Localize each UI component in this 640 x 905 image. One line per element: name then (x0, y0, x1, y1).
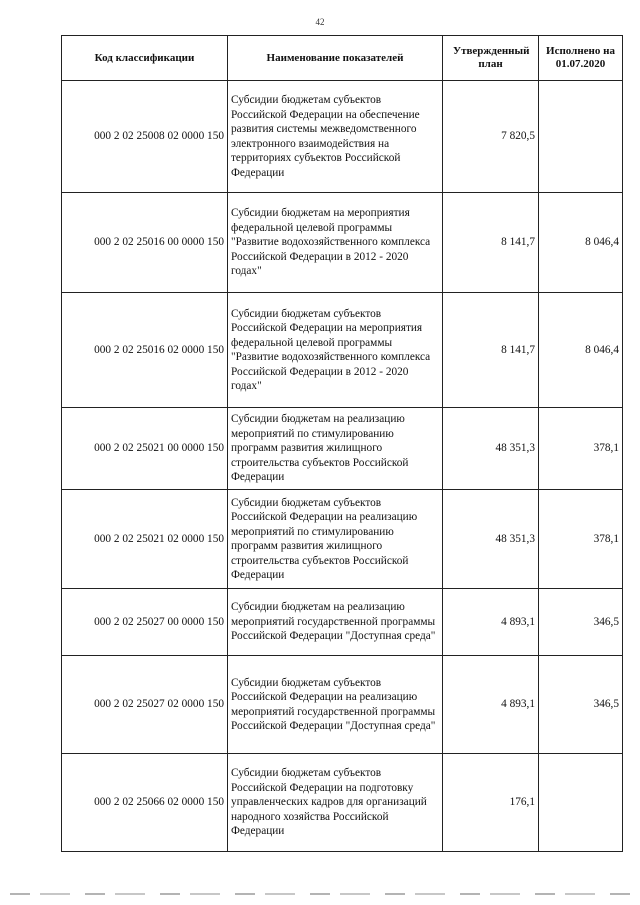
row-plan: 4 893,1 (443, 589, 539, 656)
row-name: Субсидии бюджетам субъектов Российской Федерации на подготовку управленческих кадров для организаций народного хозяйства Российской Федерации (228, 754, 443, 852)
row-code: 000 2 02 25027 02 0000 150 (62, 656, 228, 754)
row-code: 000 2 02 25021 00 0000 150 (62, 408, 228, 490)
row-plan: 7 820,5 (443, 81, 539, 193)
table-header-row (62, 36, 623, 81)
row-name: Субсидии бюджетам субъектов Российской Федерации на реализацию мероприятий по стимулированию программ развития жилищного строительства субъектов Российской Федерации (228, 490, 443, 589)
scan-artifact-line (10, 893, 630, 895)
budget-table (61, 35, 623, 852)
header-plan: Утвержденный план (443, 36, 539, 81)
row-name: Субсидии бюджетам на мероприятия федеральной целевой программы "Развитие водохозяйственного комплекса Российской Федерации в 2012 - 2020 годах" (228, 193, 443, 293)
table-row (62, 81, 623, 193)
row-code: 000 2 02 25027 00 0000 150 (62, 589, 228, 656)
table-row (62, 490, 623, 589)
row-plan: 8 141,7 (443, 293, 539, 408)
row-executed (539, 754, 623, 852)
row-executed: 378,1 (539, 408, 623, 490)
row-name: Субсидии бюджетам на реализацию мероприятий по стимулированию программ развития жилищного строительства субъектов Российской Федерации (228, 408, 443, 490)
row-name: Субсидии бюджетам субъектов Российской Федерации на мероприятия федеральной целевой программы "Развитие водохозяйственного комплекса Российской Федерации в 2012 - 2020 годах" (228, 293, 443, 408)
row-plan: 4 893,1 (443, 656, 539, 754)
row-plan: 48 351,3 (443, 408, 539, 490)
table-row (62, 589, 623, 656)
row-executed: 346,5 (539, 656, 623, 754)
row-executed: 8 046,4 (539, 293, 623, 408)
row-plan: 8 141,7 (443, 193, 539, 293)
row-plan: 176,1 (443, 754, 539, 852)
row-executed (539, 81, 623, 193)
table-row (62, 656, 623, 754)
row-name: Субсидии бюджетам субъектов Российской Федерации на реализацию мероприятий государственной программы Российской Федерации "Доступная среда" (228, 656, 443, 754)
row-plan: 48 351,3 (443, 490, 539, 589)
row-executed: 378,1 (539, 490, 623, 589)
row-code: 000 2 02 25016 00 0000 150 (62, 193, 228, 293)
header-code: Код классификации (62, 36, 228, 81)
table-row (62, 193, 623, 293)
table-row (62, 293, 623, 408)
row-code: 000 2 02 25008 02 0000 150 (62, 81, 228, 193)
row-code: 000 2 02 25021 02 0000 150 (62, 490, 228, 589)
header-executed: Исполнено на 01.07.2020 (539, 36, 623, 81)
row-code: 000 2 02 25066 02 0000 150 (62, 754, 228, 852)
table-row (62, 408, 623, 490)
header-name: Наименование показателей (228, 36, 443, 81)
row-executed: 346,5 (539, 589, 623, 656)
table-row (62, 754, 623, 852)
row-name: Субсидии бюджетам субъектов Российской Федерации на обеспечение развития системы межведомственного электронного взаимодействия на территориях субъектов Российской Федерации (228, 81, 443, 193)
row-executed: 8 046,4 (539, 193, 623, 293)
page-number: 42 (315, 17, 325, 27)
row-code: 000 2 02 25016 02 0000 150 (62, 293, 228, 408)
row-name: Субсидии бюджетам на реализацию мероприятий государственной программы Российской Федерации "Доступная среда" (228, 589, 443, 656)
